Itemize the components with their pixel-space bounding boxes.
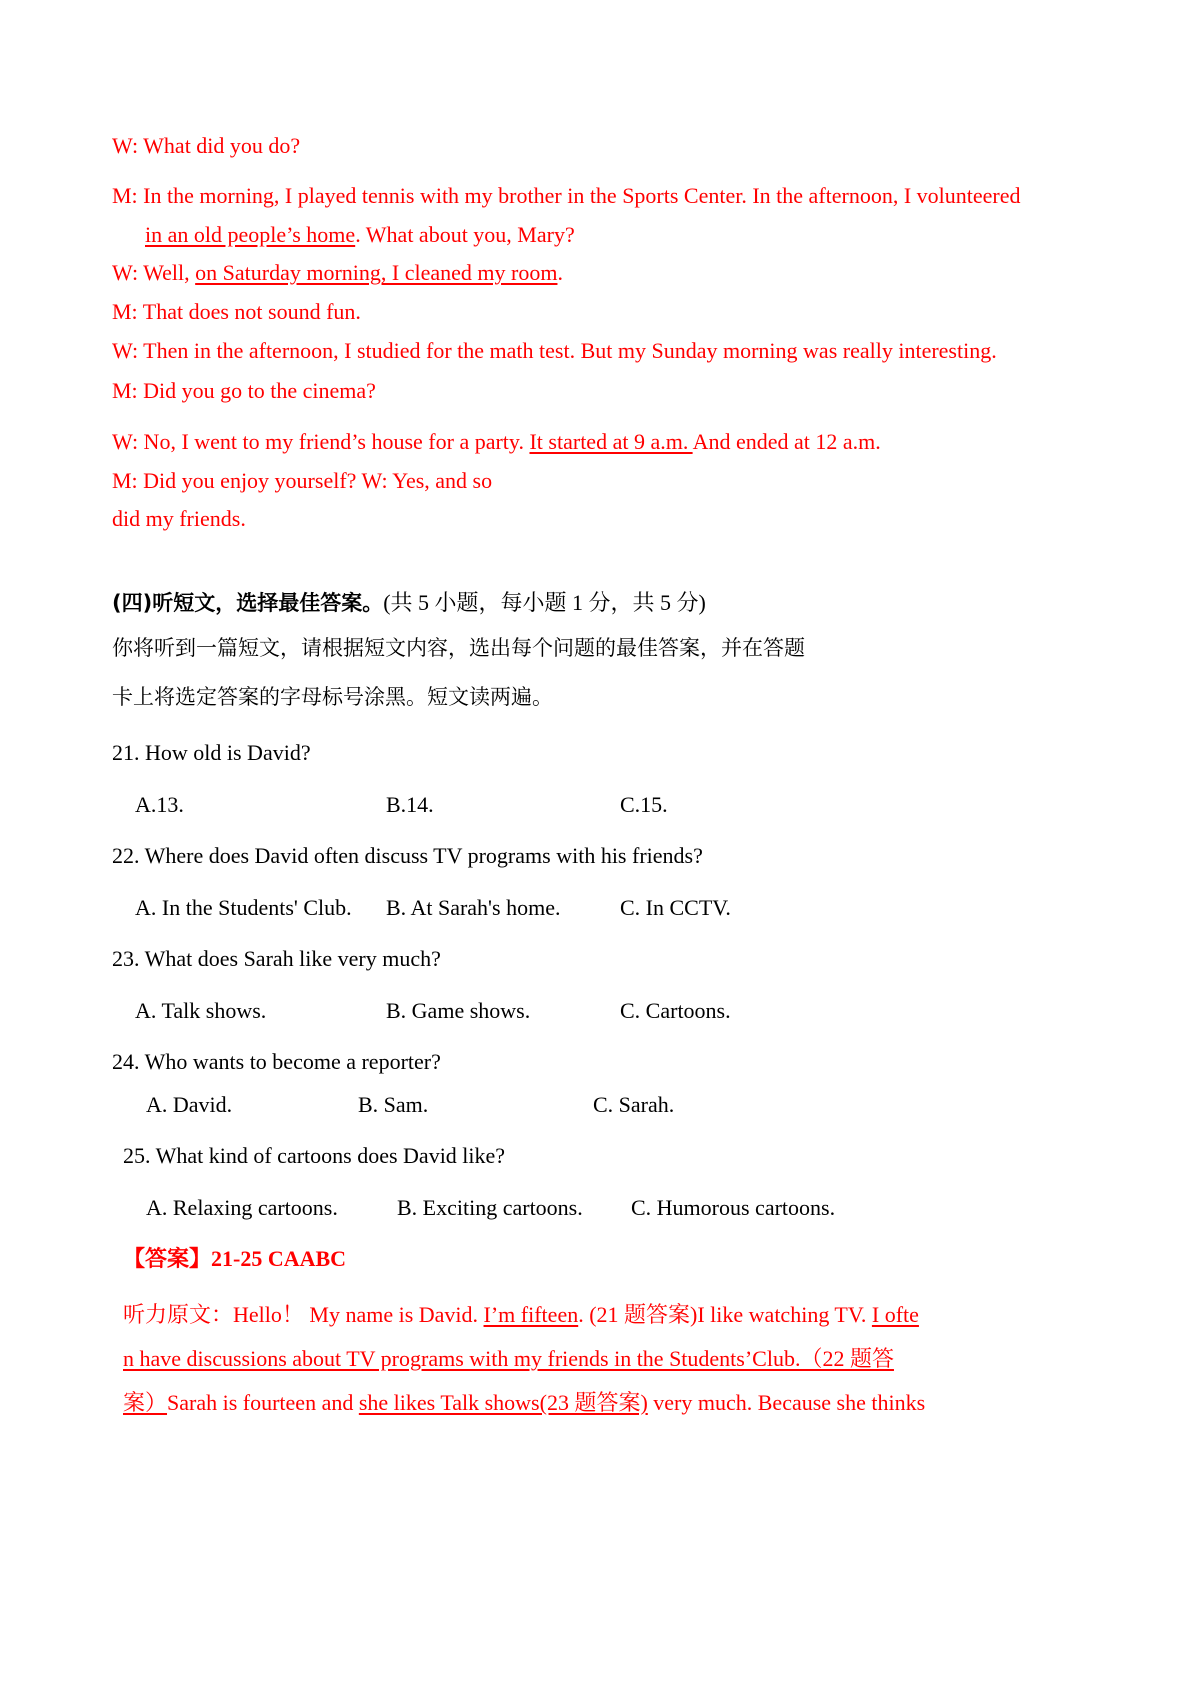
dialogue-line bbox=[112, 504, 246, 534]
dialogue-line bbox=[112, 258, 563, 288]
dialogue-line bbox=[112, 427, 881, 457]
text-run: . bbox=[557, 260, 563, 285]
answer-key: 【答案】21-25 CAABC bbox=[123, 1246, 347, 1271]
option-25-a: A. Relaxing cartoons. bbox=[146, 1195, 338, 1220]
text-run: M: That does not sound fun. bbox=[112, 299, 361, 324]
section-heading-note: (共 5 小题，每小题 1 分，共 5 分) bbox=[383, 590, 706, 615]
underlined-text: she likes Talk shows(23 题答案) bbox=[358, 1390, 648, 1415]
option-25-c: C. Humorous cartoons. bbox=[631, 1195, 836, 1220]
dialogue-line bbox=[112, 131, 300, 161]
option-21-c: C.15. bbox=[620, 792, 668, 817]
option-22-a: A. In the Students' Club. bbox=[135, 895, 352, 920]
transcript-line bbox=[123, 1344, 894, 1374]
section-instruction: 卡上将选定答案的字母标号涂黑。短文读两遍。 bbox=[112, 685, 553, 709]
option-21-b: B.14. bbox=[386, 792, 434, 817]
question-24: 24. Who wants to become a reporter? bbox=[112, 1049, 441, 1074]
option-22-b: B. At Sarah's home. bbox=[386, 895, 561, 920]
text-run: M: Did you enjoy yourself? W: Yes, and so bbox=[112, 468, 493, 493]
transcript-line bbox=[123, 1300, 919, 1330]
question-22: 22. Where does David often discuss TV programs with his friends? bbox=[112, 843, 703, 868]
text-run: . What about you, Mary? bbox=[355, 222, 575, 247]
underlined-text: 案） bbox=[123, 1390, 168, 1415]
option-23-a: A. Talk shows. bbox=[135, 998, 267, 1023]
option-25-b: B. Exciting cartoons. bbox=[397, 1195, 583, 1220]
question-21: 21. How old is David? bbox=[112, 740, 311, 765]
text-run: W: Then in the afternoon, I studied for the math test. But my Sunday morning was really interesting. bbox=[112, 338, 997, 363]
text-run: did my friends. bbox=[112, 506, 246, 531]
text-run: W: Well, bbox=[112, 260, 196, 285]
option-23-c: C. Cartoons. bbox=[620, 998, 731, 1023]
text-run: M: In the morning, I played tennis with my brother in the Sports Center. In the afternoon, I volunteered bbox=[112, 183, 1021, 208]
option-21-a: A.13. bbox=[135, 792, 184, 817]
underlined-text: n have discussions about TV programs with my friends in the Students’Club.（22 题答 bbox=[123, 1346, 894, 1371]
underlined-text: I’m fifteen bbox=[483, 1302, 579, 1327]
dialogue-line bbox=[112, 466, 492, 496]
underlined-text: I ofte bbox=[871, 1302, 919, 1327]
text-run: 听力原文：Hello！ My name is David. bbox=[123, 1302, 484, 1327]
underlined-text: on Saturday morning, I cleaned my room bbox=[195, 260, 558, 285]
dialogue-line bbox=[112, 181, 1021, 211]
section-heading-title: (四)听短文，选择最佳答案。 bbox=[112, 591, 384, 615]
dialogue-line bbox=[112, 297, 361, 327]
text-run: W: No, I went to my friend’s house for a party. bbox=[112, 429, 530, 454]
option-23-b: B. Game shows. bbox=[386, 998, 531, 1023]
question-25: 25. What kind of cartoons does David like? bbox=[123, 1143, 506, 1168]
transcript-line bbox=[123, 1388, 925, 1418]
underlined-text: It started at 9 a.m. bbox=[529, 429, 693, 454]
dialogue-line bbox=[112, 336, 997, 366]
option-22-c: C. In CCTV. bbox=[620, 895, 731, 920]
option-24-b: B. Sam. bbox=[358, 1092, 429, 1117]
underlined-text: in an old people’s home bbox=[145, 222, 356, 247]
text-run: W: What did you do? bbox=[112, 133, 301, 158]
text-run: very much. Because she thinks bbox=[647, 1390, 926, 1415]
section-instruction: 你将听到一篇短文，请根据短文内容，选出每个问题的最佳答案，并在答题 bbox=[112, 636, 805, 660]
question-23: 23. What does Sarah like very much? bbox=[112, 946, 441, 971]
dialogue-line bbox=[145, 220, 575, 250]
section-heading bbox=[112, 588, 706, 618]
text-run: M: Did you go to the cinema? bbox=[112, 378, 376, 403]
dialogue-line bbox=[112, 376, 376, 406]
text-run: Sarah is fourteen and bbox=[167, 1390, 359, 1415]
text-run: . (21 题答案)I like watching TV. bbox=[578, 1302, 872, 1327]
option-24-c: C. Sarah. bbox=[593, 1092, 675, 1117]
text-run: And ended at 12 a.m. bbox=[692, 429, 881, 454]
option-24-a: A. David. bbox=[146, 1092, 233, 1117]
